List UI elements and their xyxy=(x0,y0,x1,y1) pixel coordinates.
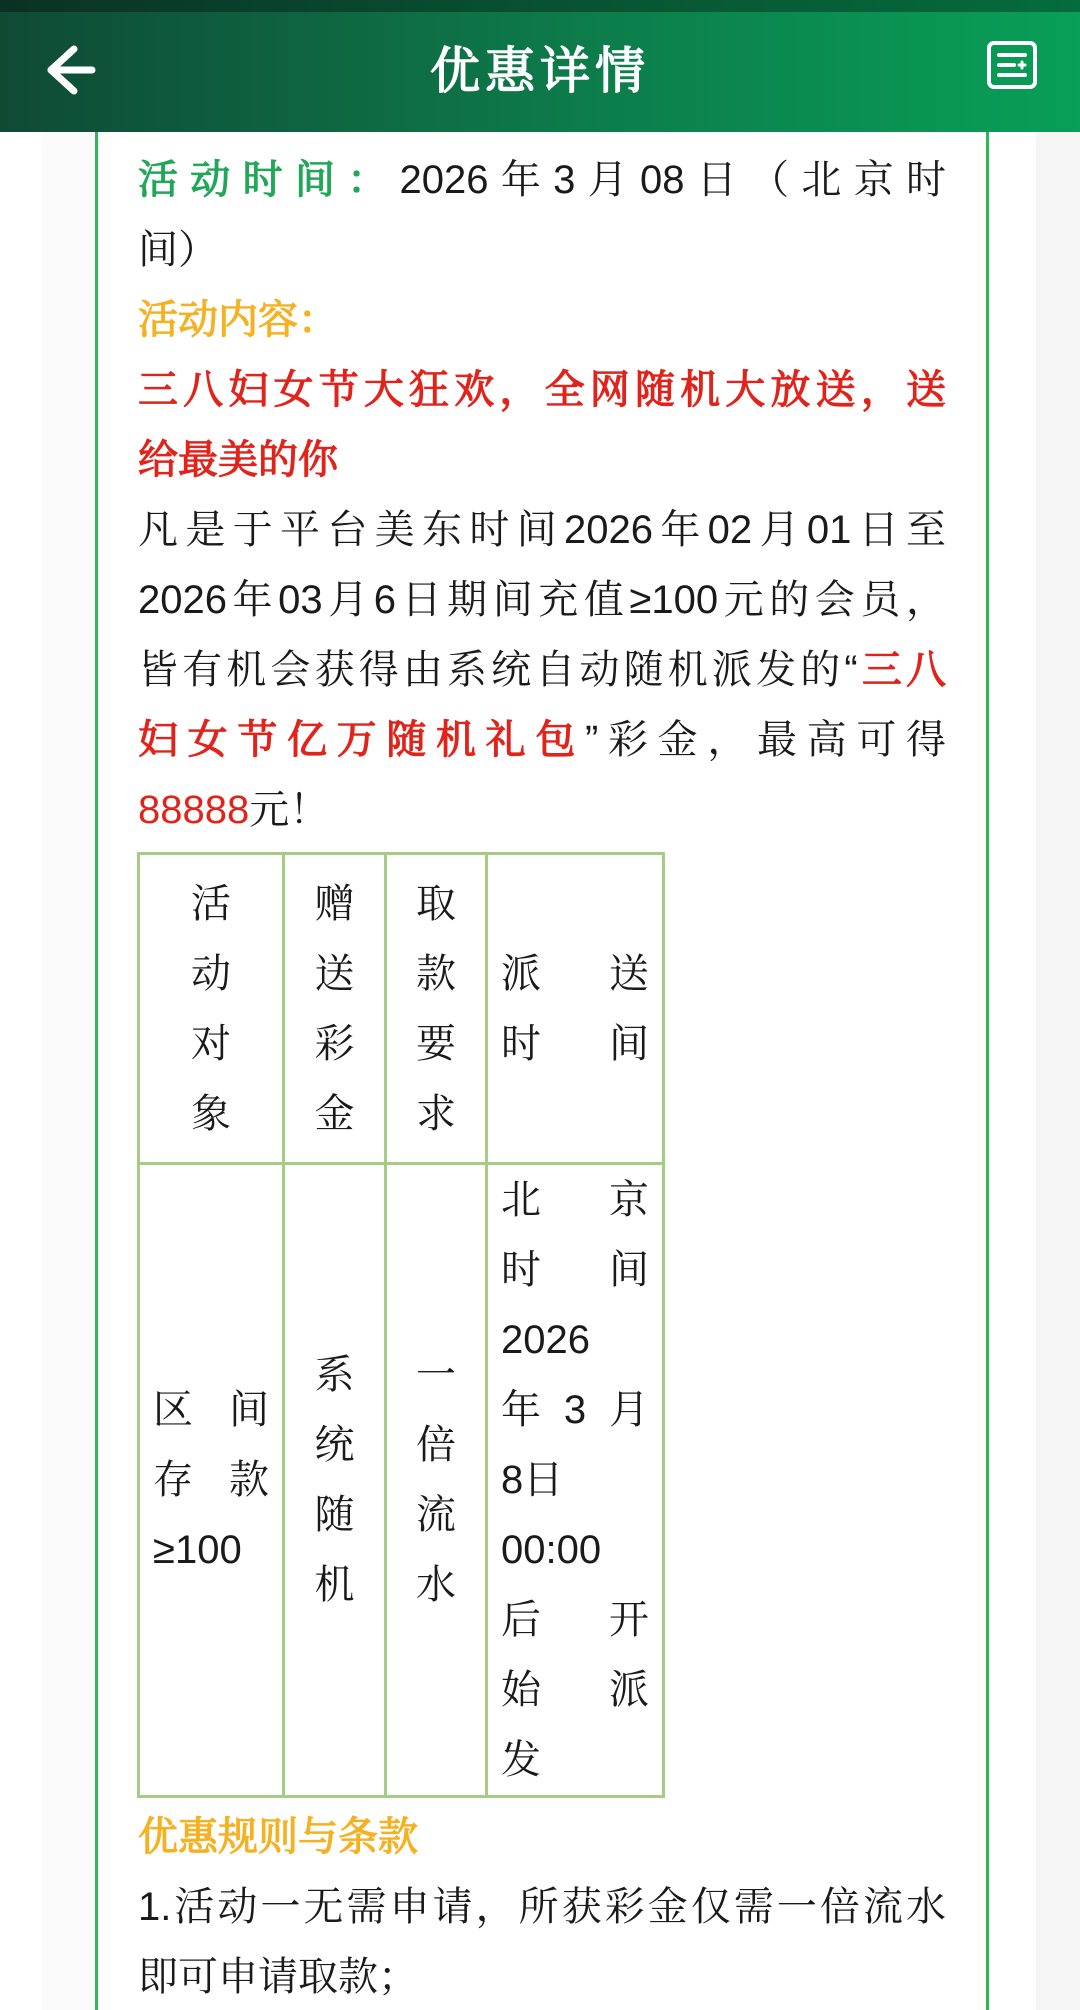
table-body-row xyxy=(139,1164,664,1797)
text-line xyxy=(153,1445,269,1515)
text-segment: 2026 xyxy=(501,1318,590,1362)
text-line xyxy=(138,215,946,285)
text-segment: 三八妇女节大狂欢，全网随机大放送，送 xyxy=(138,368,946,412)
text-line xyxy=(153,1079,269,1149)
text-segment: 统 xyxy=(314,1423,355,1467)
text-segment: 金 xyxy=(314,1091,355,1136)
text-segment: 始派 xyxy=(501,1668,649,1712)
text-line xyxy=(138,145,946,215)
text-line xyxy=(501,1655,649,1725)
text-line xyxy=(298,1410,371,1480)
text-segment: 活动时间： xyxy=(138,158,400,202)
text-line xyxy=(501,1235,649,1305)
text-line xyxy=(501,939,649,1009)
text-segment: 系 xyxy=(314,1353,355,1397)
text-segment: 8日 xyxy=(501,1458,564,1502)
text-line xyxy=(153,939,269,1009)
text-segment: 北京 xyxy=(501,1178,649,1222)
text-line xyxy=(153,1375,269,1445)
text-segment: 00:00 xyxy=(501,1528,602,1572)
text-line xyxy=(138,285,946,355)
table-body-cell xyxy=(386,1164,487,1797)
text-line xyxy=(138,425,946,495)
text-segment: 区间 xyxy=(153,1388,269,1432)
text-line xyxy=(501,1009,649,1079)
text-line xyxy=(501,1515,649,1585)
table-body-cell xyxy=(487,1164,664,1797)
text-segment: 活 xyxy=(191,881,231,926)
text-line xyxy=(400,939,472,1009)
document-list-icon xyxy=(986,40,1038,90)
text-line xyxy=(298,1480,371,1550)
table-header-row xyxy=(139,854,664,1164)
text-line xyxy=(501,1305,649,1375)
app-header xyxy=(0,0,1080,132)
table-header-cell xyxy=(284,854,386,1164)
promo-content xyxy=(138,132,946,2010)
text-segment: 元！ xyxy=(249,788,330,832)
text-segment: 象 xyxy=(191,1091,231,1136)
page-edge-left xyxy=(42,132,95,2010)
text-segment: 一 xyxy=(416,1353,456,1397)
text-segment: 对 xyxy=(191,1021,231,1066)
text-segment: 动 xyxy=(191,951,231,996)
table-header-cell xyxy=(487,854,664,1164)
text-segment: 款 xyxy=(416,951,456,996)
text-line xyxy=(138,495,946,565)
text-segment: 取 xyxy=(416,881,456,926)
text-line xyxy=(298,1340,371,1410)
text-segment: 2026年3月08日（北京时 xyxy=(399,158,946,202)
text-segment: ≥100 xyxy=(153,1528,242,1572)
menu-button[interactable] xyxy=(986,40,1038,90)
text-line xyxy=(138,775,946,845)
promo-table xyxy=(137,852,665,1798)
text-segment: 1.活动一无需申请，所获彩金仅需一倍流水 xyxy=(138,1885,946,1929)
text-line xyxy=(138,1802,946,1872)
text-segment: 赠 xyxy=(314,881,355,926)
text-line xyxy=(138,1872,946,1942)
text-line xyxy=(501,1445,649,1515)
text-line xyxy=(298,1550,371,1620)
text-line xyxy=(400,1340,472,1410)
text-segment: 派送 xyxy=(501,951,649,996)
table-body-cell xyxy=(284,1164,386,1797)
page-edge-right xyxy=(1036,132,1080,2010)
text-line xyxy=(400,1009,472,1079)
text-line xyxy=(153,1009,269,1079)
text-segment: 水 xyxy=(416,1563,456,1607)
text-line xyxy=(298,1009,371,1079)
text-line xyxy=(501,1585,649,1655)
text-segment: 发 xyxy=(501,1738,541,1782)
text-line xyxy=(400,1550,472,1620)
promo-text-top xyxy=(138,132,946,845)
text-line xyxy=(138,635,946,705)
table-header-cell xyxy=(386,854,487,1164)
text-segment: ”彩金，最高可得 xyxy=(585,718,947,762)
text-line xyxy=(138,565,946,635)
text-segment: 存款 xyxy=(153,1458,269,1502)
text-segment: 倍 xyxy=(416,1423,456,1467)
text-line xyxy=(298,869,371,939)
text-segment: 后开 xyxy=(501,1598,649,1642)
text-line xyxy=(400,1079,472,1149)
text-segment: 间） xyxy=(138,228,218,272)
text-segment: 彩 xyxy=(314,1021,355,1066)
text-segment: 机 xyxy=(314,1563,355,1607)
text-line xyxy=(138,705,946,775)
text-segment: 给最美的你 xyxy=(138,438,338,482)
text-segment: 随 xyxy=(314,1493,355,1537)
status-bar xyxy=(0,0,1080,12)
promo-text-bottom xyxy=(138,1802,946,2010)
text-line xyxy=(298,1079,371,1149)
text-segment: 时间 xyxy=(501,1021,649,1066)
text-segment: 皆有机会获得由系统自动随机派发的“ xyxy=(138,648,858,692)
card-left-border xyxy=(95,132,98,2010)
text-segment: 送 xyxy=(314,951,355,996)
text-line xyxy=(298,939,371,1009)
text-segment: 求 xyxy=(416,1091,456,1136)
text-line xyxy=(400,1480,472,1550)
text-line xyxy=(153,1515,269,1585)
table-header-cell xyxy=(139,854,284,1164)
text-segment: 要 xyxy=(416,1021,456,1066)
text-segment: 三八 xyxy=(857,648,946,692)
text-segment: 时间 xyxy=(501,1248,649,1292)
text-line xyxy=(138,1942,946,2010)
card-right-border xyxy=(986,132,989,2010)
text-line xyxy=(400,869,472,939)
text-segment: 88888 xyxy=(138,788,250,832)
text-line xyxy=(501,1725,649,1795)
page-title: 优惠详情 xyxy=(430,43,650,99)
text-segment: 2026年03月6日期间充值≥100元的会员， xyxy=(138,578,946,622)
text-segment: 凡是于平台美东时间2026年02月01日至 xyxy=(138,508,946,552)
text-line xyxy=(501,1165,649,1235)
table-body-cell xyxy=(139,1164,284,1797)
text-segment: 流 xyxy=(416,1493,456,1537)
text-segment: 优惠规则与条款 xyxy=(138,1815,418,1859)
text-line xyxy=(138,355,946,425)
text-line xyxy=(153,869,269,939)
text-segment: 年3月 xyxy=(501,1388,649,1432)
text-segment: 妇女节亿万随机礼包 xyxy=(138,718,586,762)
text-line xyxy=(400,1410,472,1480)
text-segment: 即可申请取款； xyxy=(138,1955,418,1999)
text-segment: 活动内容： xyxy=(138,298,338,342)
text-line xyxy=(501,1375,649,1445)
